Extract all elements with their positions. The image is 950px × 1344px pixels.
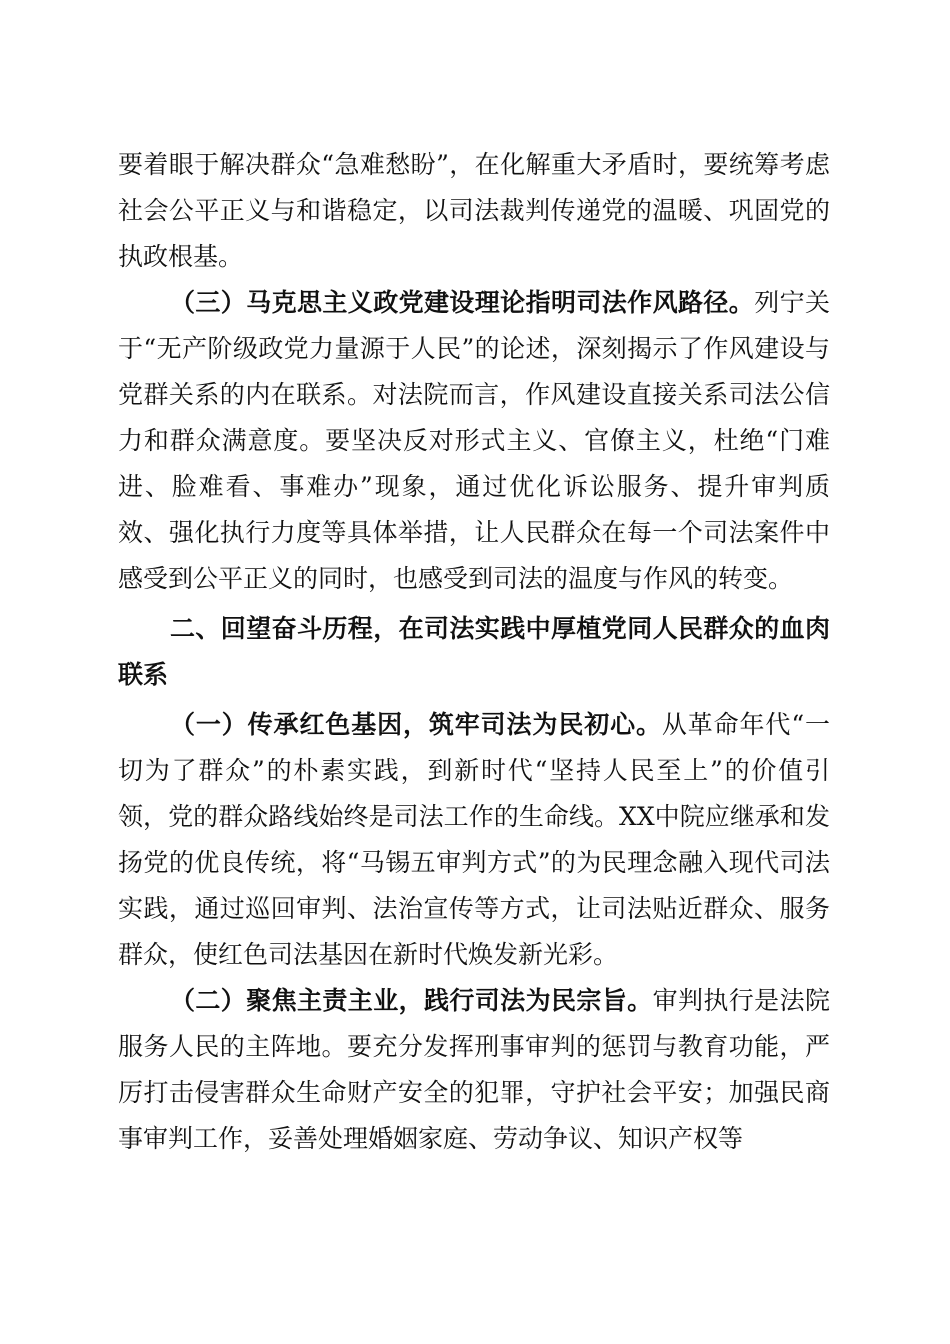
paragraph-section-2-2	[118, 978, 830, 1162]
paragraph-lead: （一）传承红色基因，筑牢司法为民初心。	[170, 710, 662, 739]
heading-text: 二、回望奋斗历程，在司法实践中厚植党同人民群众的血肉联系	[118, 614, 830, 689]
paragraph-lead: （二）聚焦主责主业，践行司法为民宗旨。	[170, 986, 653, 1015]
paragraph-text: 列宁关于“无产阶级政党力量源于人民”的论述，深刻揭示了作风建设与党群关系的内在联系。对法院而言，作风建设直接关系司法公信力和群众满意度。要坚决反对形式主义、官僚主义，杜绝“门难进、脸难看、事难办”现象，通过优化诉讼服务、提升审判质效、强化执行力度等具体举措，让人民群众在每一个司法案件中感受到公平正义的同时，也感受到司法的温度与作风的转变。	[118, 288, 830, 593]
section-heading-2	[118, 606, 830, 698]
paragraph-lead: （三）马克思主义政党建设理论指明司法作风路径。	[170, 288, 755, 317]
paragraph-text: 要着眼于解决群众“急难愁盼”，在化解重大矛盾时，要统筹考虑社会公平正义与和谐稳定，以司法裁判传递党的温暖、巩固党的执政根基。	[118, 150, 830, 271]
paragraph-section-1-3	[118, 280, 830, 602]
document-body	[118, 142, 830, 1162]
paragraph-continuation	[118, 142, 830, 280]
paragraph-text: 从革命年代“一切为了群众”的朴素实践，到新时代“坚持人民至上”的价值引领，党的群众路线始终是司法工作的生命线。XX中院应继承和发扬党的优良传统，将“马锡五审判方式”的为民理念融入现代司法实践，通过巡回审判、法治宣传等方式，让司法贴近群众、服务群众，使红色司法基因在新时代焕发新光彩。	[118, 710, 830, 969]
paragraph-section-2-1	[118, 702, 830, 978]
paragraph-text: 审判执行是法院服务人民的主阵地。要充分发挥刑事审判的惩罚与教育功能，严厉打击侵害群众生命财产安全的犯罪，守护社会平安；加强民商事审判工作，妥善处理婚姻家庭、劳动争议、知识产权等	[118, 986, 830, 1153]
